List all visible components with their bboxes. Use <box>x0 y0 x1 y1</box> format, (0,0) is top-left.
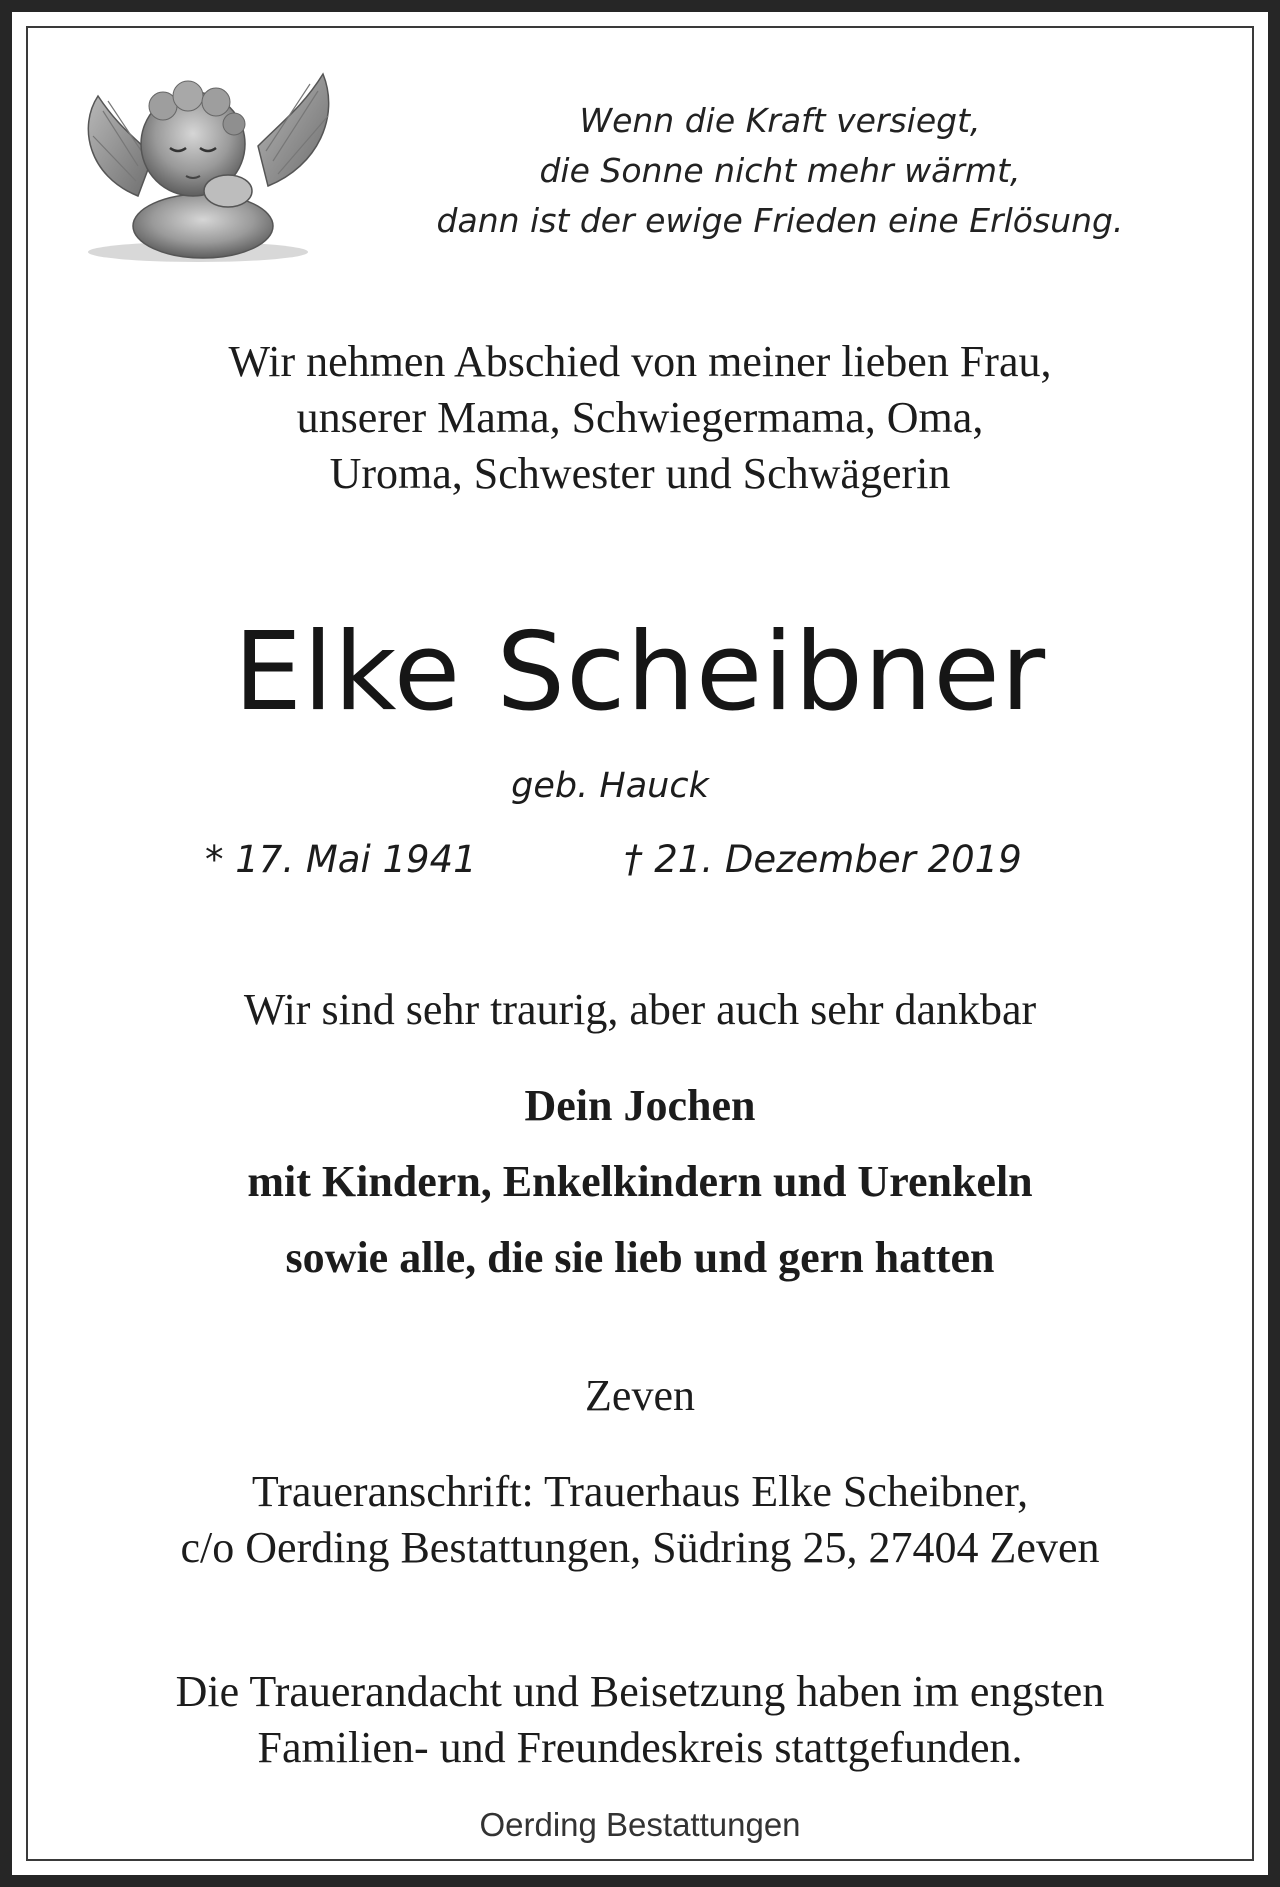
mourner-line: sowie alle, die sie lieb und gern hatten <box>285 1233 995 1282</box>
mourner-line: Dein Jochen <box>524 1081 756 1130</box>
obituary-inner-border <box>26 26 1254 1861</box>
angel-figure-image <box>78 66 340 266</box>
address-line: c/o Oerding Bestattungen, Südring 25, 27404 Zeven <box>180 1523 1100 1572</box>
intro-line: Uroma, Schwester und Schwägerin <box>329 449 951 498</box>
funeral-home-credit: Oerding Bestattungen <box>479 1806 801 1843</box>
farewell-intro <box>40 334 1240 502</box>
sorrow-message: Wir sind sehr traurig, aber auch sehr dankbar <box>243 985 1037 1034</box>
ceremony-line: Die Trauerandacht und Beisetzung haben im engsten <box>175 1667 1105 1716</box>
address-line: Traueranschrift: Trauerhaus Elke Scheibner, <box>251 1467 1029 1516</box>
deceased-name: Elke Scheibner <box>233 610 1047 735</box>
poem-verse <box>350 96 1210 246</box>
intro-line: unserer Mama, Schwiegermama, Oma, <box>296 393 984 442</box>
poem-line: Wenn die Kraft versiegt, <box>579 101 981 140</box>
mourner-line: mit Kindern, Enkelkindern und Urenkeln <box>247 1157 1033 1206</box>
ceremony-line: Familien- und Freundeskreis stattgefunden. <box>257 1723 1023 1772</box>
maiden-name: geb. Hauck <box>511 766 709 806</box>
birth-date: * 17. Mai 1941 <box>205 838 477 881</box>
poem-line: dann ist der ewige Frieden eine Erlösung. <box>436 201 1124 240</box>
death-date: † 21. Dezember 2019 <box>624 838 1022 881</box>
intro-line: Wir nehmen Abschied von meiner lieben Frau, <box>228 337 1052 386</box>
poem-line: die Sonne nicht mehr wärmt, <box>539 151 1021 190</box>
place-name: Zeven <box>585 1371 695 1420</box>
